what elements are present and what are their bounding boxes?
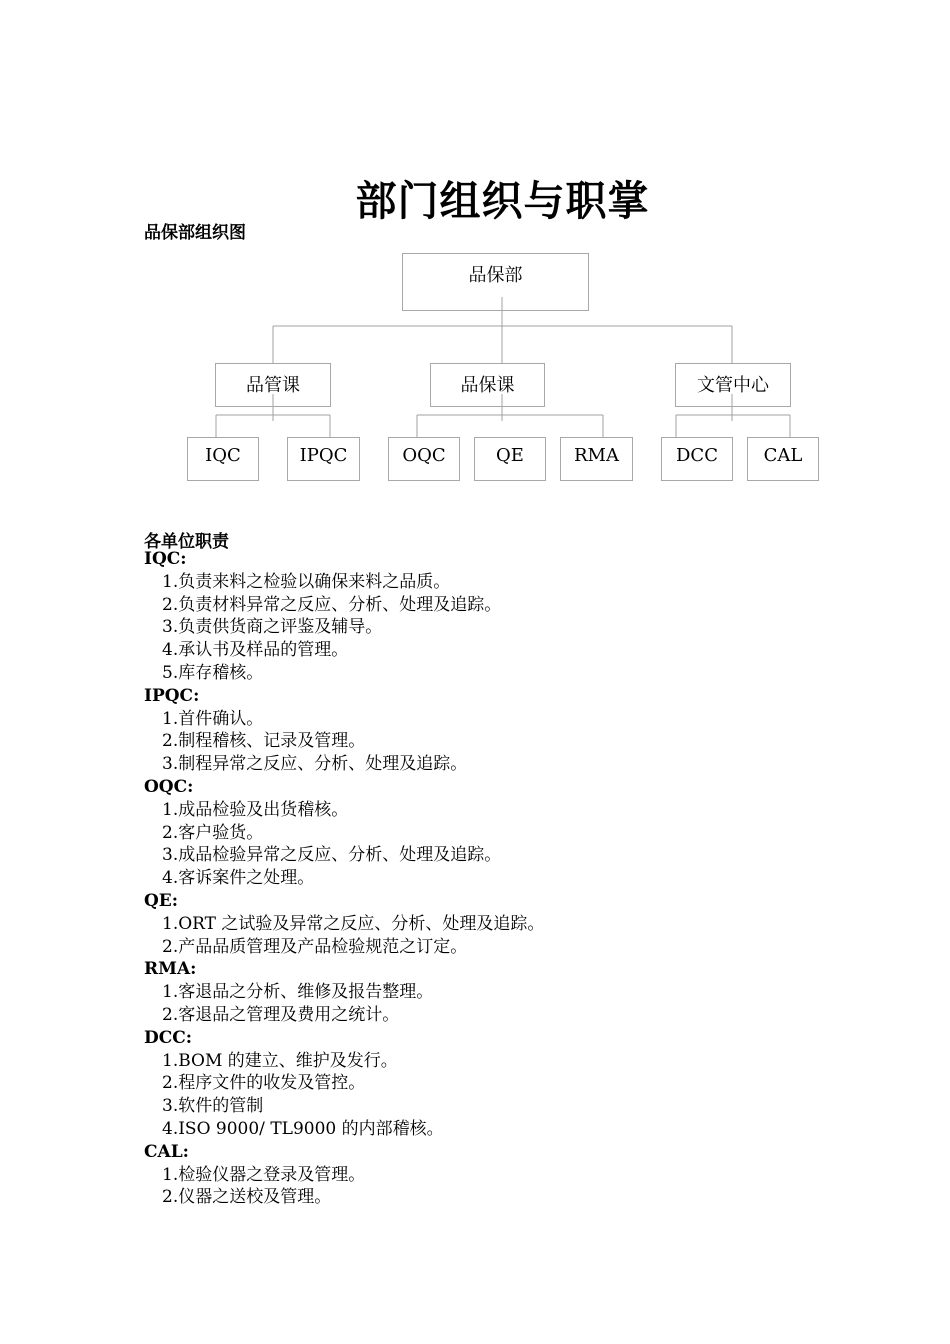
duty-item: 1.BOM 的建立、维护及发行。 — [162, 1050, 398, 1071]
duty-item: 1.ORT 之试验及异常之反应、分析、处理及追踪。 — [162, 913, 545, 934]
duty-item: 2.仪器之送校及管理。 — [162, 1187, 332, 1208]
org-node-label: 品保部 — [468, 265, 523, 286]
unit-label: RMA: — [144, 959, 197, 980]
unit-label: IQC: — [144, 549, 187, 569]
org-node-unit — [474, 437, 546, 481]
duty-item: 2.负责材料异常之反应、分析、处理及追踪。 — [162, 594, 502, 615]
org-node-unit — [287, 437, 360, 481]
org-node-unit — [661, 437, 733, 481]
duty-item: 2.制程稽核、记录及管理。 — [162, 731, 366, 752]
unit-label: QE: — [144, 890, 179, 911]
unit-label: CAL: — [144, 1141, 189, 1162]
unit-label: IPQC: — [144, 685, 200, 706]
duty-item: 2.客户验货。 — [162, 822, 264, 843]
org-node-section — [430, 363, 545, 407]
duty-item: 1.首件确认。 — [162, 708, 264, 729]
org-node-section — [675, 363, 791, 407]
org-node-label: 品保课 — [460, 375, 515, 396]
org-node-label: OQC — [402, 445, 446, 466]
org-node-label: DCC — [676, 445, 718, 466]
unit-label: OQC: — [144, 776, 194, 797]
org-node-section — [215, 363, 331, 407]
org-node-label: IQC — [205, 445, 241, 466]
org-node-label: 文管中心 — [697, 375, 769, 396]
org-node-unit — [187, 437, 259, 481]
page-title: 部门组织与职掌 — [355, 177, 650, 225]
org-node-unit — [747, 437, 819, 481]
duty-item: 4.ISO 9000/ TL9000 的内部稽核。 — [162, 1118, 444, 1139]
org-node-label: QE — [496, 445, 524, 466]
duty-item: 2.客退品之管理及费用之统计。 — [162, 1004, 400, 1025]
duty-item: 1.负责来料之检验以确保来料之品质。 — [162, 571, 451, 592]
duty-item: 3.负责供货商之评鉴及辅导。 — [162, 617, 383, 638]
org-node-label: CAL — [763, 445, 803, 466]
responsibilities-heading: 各单位职责 — [144, 532, 229, 552]
org-node-label: IPQC — [299, 445, 348, 466]
org-node-label: 品管课 — [246, 375, 300, 396]
duty-item: 3.制程异常之反应、分析、处理及追踪。 — [162, 754, 468, 775]
duty-item: 2.程序文件的收发及管控。 — [162, 1073, 366, 1094]
duty-item: 1.成品检验及出货稽核。 — [162, 799, 349, 820]
duty-item: 3.软件的管制 — [162, 1096, 264, 1117]
duty-item: 5.库存稽核。 — [162, 662, 264, 683]
org-node-unit — [560, 437, 633, 481]
duty-item: 4.客诉案件之处理。 — [162, 868, 315, 889]
unit-label: DCC: — [144, 1027, 193, 1048]
duty-item: 1.客退品之分析、维修及报告整理。 — [162, 982, 434, 1003]
org-node-root — [402, 253, 589, 311]
responsibilities-list — [144, 548, 904, 1209]
org-node-unit — [388, 437, 460, 481]
org-chart-heading: 品保部组织图 — [144, 223, 246, 243]
duty-item: 1.检验仪器之登录及管理。 — [162, 1164, 366, 1185]
duty-item: 3.成品检验异常之反应、分析、处理及追踪。 — [162, 845, 502, 866]
duty-item: 2.产品品质管理及产品检验规范之订定。 — [162, 936, 468, 957]
duty-item: 4.承认书及样品的管理。 — [162, 640, 349, 661]
org-node-label: RMA — [574, 445, 619, 466]
